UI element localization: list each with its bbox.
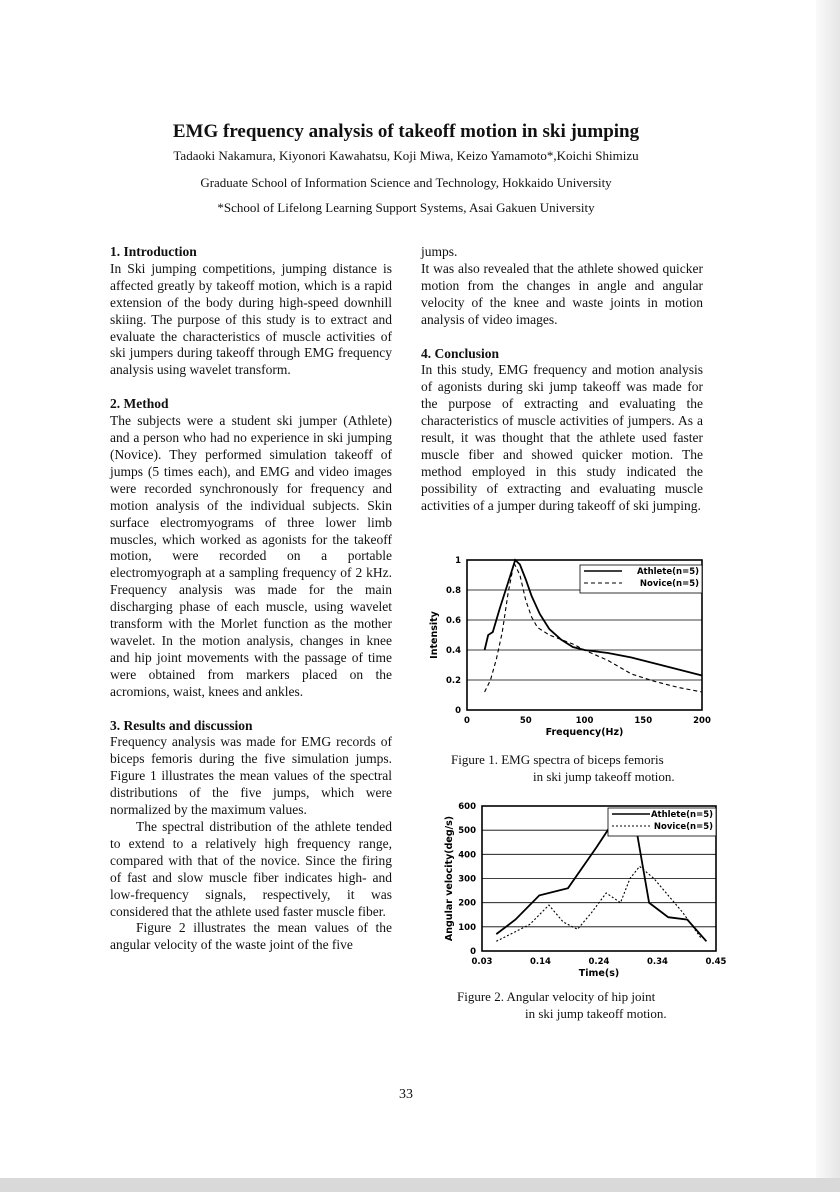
- results-heading: 3. Results and discussion: [110, 717, 253, 733]
- fig2-y-tick-label: 100: [458, 922, 476, 933]
- fig1-legend-label-1: Athlete(n=5): [636, 567, 699, 577]
- fig1-y-tick-label: 0.2: [445, 676, 461, 686]
- fig1-x-tick-label: 0: [464, 716, 470, 726]
- fig2-y-axis-label: Angular velocity(deg/s): [444, 815, 455, 942]
- fig1-y-tick-label: 0.4: [445, 646, 461, 656]
- fig1-y-tick-label: 0.8: [445, 586, 461, 596]
- fig2-y-tick-label: 500: [458, 826, 476, 837]
- figure-2-caption-line-1: Figure 2. Angular velocity of hip joint: [457, 989, 656, 1004]
- page-shadow-right: [816, 0, 840, 1192]
- fig2-legend-label-1: Athlete(n=5): [650, 810, 713, 820]
- fig2-x-tick-label: 0.24: [588, 957, 610, 967]
- results-motion-text: It was also revealed that the athlete showed quicker motion from the changes in angle and angular velocity of the knee and waste joints in motion analysis of video images.: [421, 260, 703, 327]
- conclusion-text: In this study, EMG frequency and motion analysis of agonists during ski jump takeoff was made for the purpose of extracting and evaluating the characteristics of muscle activities of jumpers. As a result, it was thought that the athlete used faster muscle fiber and showed quicker motion. The method employed in this study indicated the possibility of extracting and evaluating muscle activities of a jumper during takeoff of ski jumping.: [421, 362, 703, 513]
- fig1-x-tick-label: 150: [634, 716, 653, 726]
- fig2-x-tick-label: 0.14: [530, 957, 551, 967]
- fig1-y-tick-label: 1: [455, 556, 461, 566]
- fig1-x-tick-label: 200: [693, 716, 711, 726]
- figure-2: [420, 796, 727, 986]
- fig1-x-tick-label: 50: [519, 716, 532, 726]
- fig2-y-tick-label: 300: [458, 874, 476, 885]
- fig1-legend-label-2: Novice(n=5): [639, 579, 699, 589]
- page-shadow-bottom: [0, 1178, 840, 1192]
- fig2-y-tick-label: 600: [458, 802, 476, 812]
- fig1-x-tick-label: 100: [575, 716, 594, 726]
- fig1-x-axis-label: Frequency(Hz): [545, 727, 624, 738]
- fig2-x-axis-label: Time(s): [578, 968, 620, 979]
- figure-1-caption-line-2: in ski jump takeoff motion.: [533, 769, 675, 784]
- right-column: [421, 244, 703, 515]
- results-paragraph-2: The spectral distribution of the athlete tended to extend to a relatively high frequency range, compared with that of the novice. Since the firing of fast and slow muscle fiber indicates high- and low-frequency signals, respectively, it was considered that the athlete used faster muscle fiber.: [110, 819, 392, 919]
- introduction-heading: 1. Introduction: [110, 244, 197, 259]
- fig2-y-tick-label: 400: [458, 850, 476, 861]
- fig2-y-tick-label: 0: [470, 947, 476, 957]
- left-column: [110, 244, 392, 954]
- results-paragraph-3: Figure 2 illustrates the mean values of the angular velocity of the waste joint of the five: [110, 920, 392, 953]
- paper-affiliation-secondary: *School of Lifelong Learning Support Systems, Asai Gakuen University: [217, 200, 595, 215]
- page-number: 33: [399, 1087, 413, 1102]
- figure-1-caption: [451, 751, 675, 785]
- figure-2-caption-line-2: in ski jump takeoff motion.: [525, 1006, 667, 1021]
- results-paragraph-1: Frequency analysis was made for EMG records of biceps femoris during the five simulation jumps. Figure 1 illustrates the mean values of the spectral distributions of the five jumps, which were normalized by the maximum values.: [110, 734, 392, 818]
- conclusion-heading: 4. Conclusion: [421, 345, 500, 361]
- figure-1-caption-line-1: Figure 1. EMG spectra of biceps femoris: [451, 752, 664, 767]
- figure-1: [420, 545, 720, 745]
- method-heading: 2. Method: [110, 396, 169, 412]
- introduction-text: In Ski jumping competitions, jumping distance is affected greatly by takeoff motion, which is a rapid extension of the body during high-speed downhill skiing. The purpose of this study is to extract and evaluate the characteristics of muscle activities of ski jumpers during takeoff through EMG frequency analysis using wavelet transform.: [110, 260, 392, 378]
- fig1-y-tick-label: 0: [455, 706, 461, 716]
- fig2-y-tick-label: 200: [458, 898, 476, 909]
- figure-2-chart: [420, 796, 727, 986]
- figure-1-chart: [420, 545, 720, 745]
- results-continuation: jumps.: [421, 244, 458, 259]
- fig2-x-tick-label: 0.03: [471, 957, 493, 967]
- fig1-y-tick-label: 0.6: [445, 616, 461, 626]
- fig2-x-tick-label: 0.34: [647, 957, 668, 967]
- figure-2-caption: [457, 988, 667, 1022]
- fig2-legend-label-2: Novice(n=5): [653, 822, 713, 832]
- paper-affiliation: Graduate School of Information Science and Technology, Hokkaido University: [200, 175, 612, 190]
- fig2-x-tick-label: 0.45: [705, 957, 727, 967]
- paper-title: EMG frequency analysis of takeoff motion in ski jumping: [172, 121, 640, 142]
- method-text: The subjects were a student ski jumper (Athlete) and a person who had no experience in ski jumping (Novice). They performed simulation takeoff of jumps (5 times each), and EMG and video images were recorded synchronously for frequency and motion analysis of the individual subjects. Skin surface electromyograms of three lower limb muscles, which worked as agonists for the takeoff motion, were recorded on a portable electromyograph at a sampling frequency of 2 kHz. Frequency analysis was made for the main discharging phase of each muscle, using wavelet transform with the Morlet function as the mother wavelet. In the motion analysis, changes in knee and hip joint movements with the passage of time were obtained from markers placed on the acromions, waist, knees and ankles.: [110, 413, 392, 699]
- fig1-y-axis-label: Intensity: [429, 611, 440, 659]
- paper-authors: Tadaoki Nakamura, Kiyonori Kawahatsu, Koji Miwa, Keizo Yamamoto*,Koichi Shimizu: [173, 148, 639, 163]
